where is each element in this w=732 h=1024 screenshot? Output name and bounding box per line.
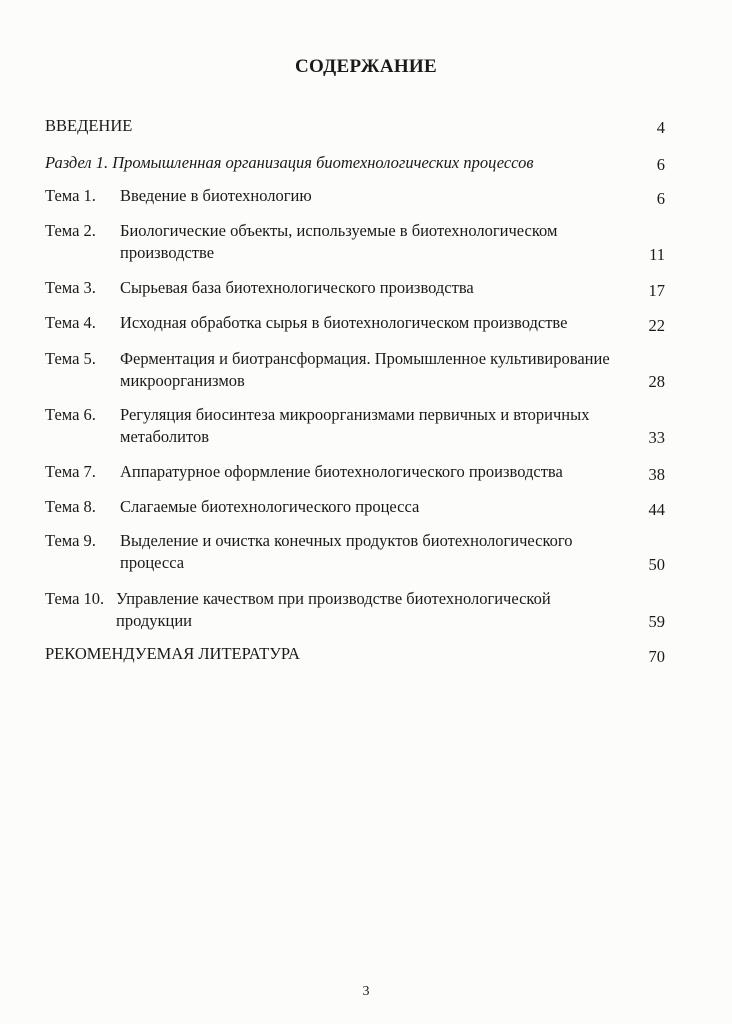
- toc-topic-page: 28: [648, 372, 665, 391]
- toc-topic-label: Тема 4.: [45, 313, 96, 332]
- toc-literature-page: 70: [648, 647, 665, 666]
- toc-section-page: 6: [656, 155, 665, 174]
- toc-topic-title: Аппаратурное оформление биотехнологического производства: [120, 462, 563, 481]
- toc-topic-label: Тема 7.: [45, 462, 96, 481]
- toc-topic-page: 11: [649, 245, 665, 264]
- toc-literature: [45, 644, 665, 664]
- toc-topic-label: Тема 8.: [45, 497, 96, 516]
- toc-topic-page: 44: [648, 500, 665, 519]
- toc-topic-title: Биологические объекты, используемые в биотехнологическом производстве: [120, 221, 558, 262]
- toc-topic-page: 22: [648, 316, 665, 335]
- toc-literature-label: РЕКОМЕНДУЕМАЯ ЛИТЕРАТУРА: [45, 644, 300, 663]
- toc-topic-label: Тема 5.: [45, 349, 96, 368]
- toc-topic-title: Сырьевая база биотехнологического производства: [120, 278, 474, 297]
- toc-topic-page: 17: [648, 281, 665, 300]
- toc-topic-title: Введение в биотехнологию: [120, 186, 312, 205]
- toc-topic-label: Тема 9.: [45, 531, 96, 550]
- toc-intro-page: 4: [656, 118, 665, 137]
- toc-section-label: Раздел 1. Промышленная организация биотехнологических процессов: [45, 153, 534, 172]
- toc-topic-label: Тема 10.: [45, 589, 105, 608]
- toc-topic-title: Ферментация и биотрансформация. Промышленное культивирование микроорганизмов: [120, 349, 610, 390]
- toc-intro: [45, 116, 665, 136]
- toc-topic-page: 59: [648, 612, 665, 631]
- toc-topic-title: Управление качеством при производстве биотехнологической продукции: [116, 589, 551, 630]
- toc-section: [45, 153, 665, 173]
- toc-topic-label: Тема 2.: [45, 221, 96, 240]
- toc-topic-page: 50: [648, 555, 665, 574]
- toc-topic-label: Тема 1.: [45, 186, 96, 205]
- page-title: СОДЕРЖАНИЕ: [295, 56, 437, 77]
- toc-topic-page: 38: [648, 465, 665, 484]
- toc-topic-page: 33: [648, 428, 665, 447]
- toc-topic-title: Выделение и очистка конечных продуктов биотехнологического процесса: [120, 531, 573, 572]
- toc-topic-label: Тема 6.: [45, 405, 96, 424]
- toc-topic-title: Слагаемые биотехнологического процесса: [120, 497, 420, 516]
- toc-intro-label: ВВЕДЕНИЕ: [45, 116, 133, 135]
- toc-topic-page: 6: [656, 189, 665, 208]
- page-number: 3: [362, 984, 370, 999]
- toc-topic-title: Исходная обработка сырья в биотехнологическом производстве: [120, 313, 568, 332]
- toc-topic-label: Тема 3.: [45, 278, 96, 297]
- toc-topic-title: Регуляция биосинтеза микроорганизмами первичных и вторичных метаболитов: [120, 405, 590, 446]
